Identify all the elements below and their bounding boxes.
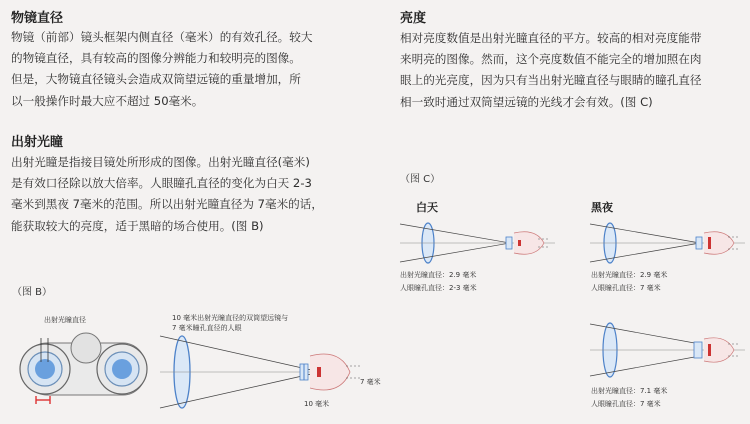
night1-line2: 人眼瞳孔直径：7 毫米 (591, 284, 661, 292)
brightness-heading: 亮度 (400, 11, 427, 26)
night-title: 黑夜 (591, 201, 613, 214)
brightness-body: 相对亮度数值是出射光瞳直径的平方。较高的相对亮度能带 来明亮的图像。然而，这个亮度数值不能完全的增加照在肉 眼上的光亮度，因为只有当出射光瞳直径与眼睛的瞳孔直径 相一致时通过双筒望远镜的光线才会有效。(图 C) (400, 31, 702, 109)
exit-pupil-heading: 出射光瞳 (11, 135, 64, 150)
day-title: 白天 (416, 201, 438, 214)
day-line2: 人眼瞳孔直径：2-3 毫米 (400, 284, 477, 292)
binocular-label: 出射光瞳直径 (44, 316, 86, 324)
seven-mm-label: 7 毫米 (360, 378, 381, 386)
figure-c-caption: （图 C） (400, 174, 441, 185)
binocular-illustration (10, 328, 160, 408)
night-ray-diagram-1 (590, 220, 750, 270)
day-ray-diagram (400, 220, 560, 270)
day-line1: 出射光瞳直径：2.9 毫米 (400, 271, 477, 279)
night1-line1: 出射光瞳直径：2.9 毫米 (591, 271, 668, 279)
night-ray-diagram-2 (590, 322, 750, 382)
lens-note: 10 毫米出射光瞳直径的双筒望远镜与 7 毫米瞳孔直径的人眼 (172, 314, 289, 332)
exit-pupil-body: 出射光瞳是指接目镜处所形成的图像。出射光瞳直径(毫米) 是有效口径除以放大倍率。人眼瞳孔直径的变化为白天 2-3 毫米到黑夜 7毫米的范围。所以出射光瞳直径为 7毫米的话， 能获取较大的亮度，适于黑暗的场合使用。(图 B) (11, 155, 323, 233)
lens-ray-diagram-b (160, 334, 390, 414)
objective-body: 物镜（前部）镜头框架内侧直径（毫米）的有效孔径。较大 的物镜直径，具有较高的图像分辨能力和较明亮的图像。 但是，大物镜直径镜头会造成双筒望远镜的重量增加，所 以一般操作时最大应不超过 50毫米。 (11, 30, 313, 108)
figure-b-caption: （图 B） (12, 287, 53, 298)
objective-heading: 物镜直径 (11, 11, 64, 26)
night2-line2: 人眼瞳孔直径：7 毫米 (591, 400, 661, 408)
ten-mm-label: 10 毫米 (304, 400, 330, 408)
night2-line1: 出射光瞳直径：7.1 毫米 (591, 387, 668, 395)
